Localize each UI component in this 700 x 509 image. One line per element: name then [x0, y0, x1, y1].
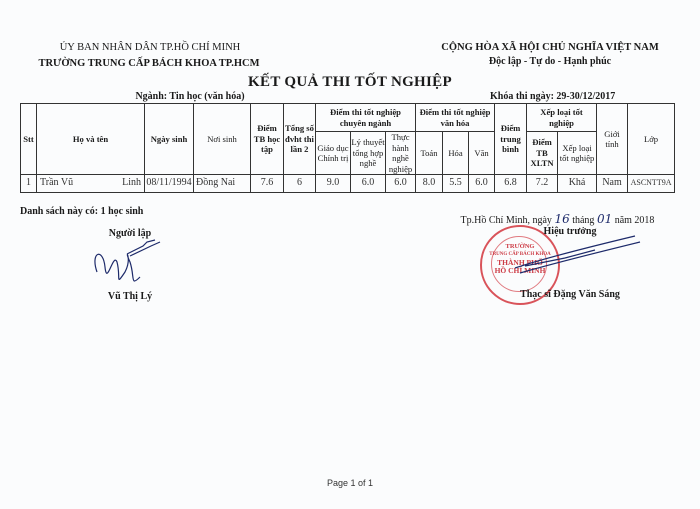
header-stt: Stt [21, 104, 37, 175]
seal-line-4: HỒ CHÍ MINH [494, 266, 546, 275]
student-count-summary: Danh sách này có: 1 học sinh [20, 206, 144, 217]
cell-birth-place: Đồng Nai [194, 175, 251, 193]
cell-stt: 1 [21, 175, 37, 193]
cell-politics: 9.0 [316, 175, 351, 193]
header-birth-date: Ngày sinh [145, 104, 194, 175]
header-retake-credits: Tổng số đvht thi lần 2 [284, 104, 316, 175]
cell-literature: 6.0 [469, 175, 495, 193]
preparer-name: Vũ Thị Lý [107, 291, 153, 302]
page-number: Page 1 of 1 [326, 478, 374, 488]
cell-chemistry: 5.5 [443, 175, 469, 193]
place-prefix: Tp.Hồ Chí Minh, ngày [460, 215, 552, 226]
header-group-specialty: Điểm thi tốt nghiệp chuyên ngành [316, 104, 416, 132]
school-name: TRƯỜNG TRUNG CẤP BÁCH KHOA TP.HCM [38, 58, 260, 69]
header-birth-place: Nơi sinh [194, 104, 251, 175]
header-full-name: Họ và tên [37, 104, 145, 175]
document-title: KẾT QUẢ THI TỐT NGHIỆP [248, 74, 452, 90]
cell-gpa: 7.6 [251, 175, 284, 193]
issuing-authority: ỦY BAN NHÂN DÂN TP.HỒ CHÍ MINH [59, 42, 241, 53]
seal-line-2: TRUNG CẤP BÁCH KHOA [489, 252, 551, 257]
header-group-culture: Điểm thi tốt nghiệp văn hóa [416, 104, 495, 132]
month-label: tháng [572, 215, 595, 226]
header-graduation-score: Điểm TB XLTN [527, 132, 558, 175]
header-gpa: Điểm TB học tập [251, 104, 284, 175]
preparer-role: Người lập [108, 228, 152, 239]
principal-name: Thạc sĩ Đặng Văn Sáng [520, 289, 620, 300]
cell-full-name [37, 175, 145, 193]
national-motto: Độc lập - Tự do - Hạnh phúc [488, 56, 612, 67]
header-class: Lớp [628, 104, 675, 175]
header-group-classification: Xếp loại tốt nghiệp [527, 104, 597, 132]
preparer-signature-icon [85, 232, 165, 292]
header-politics: Giáo dục Chính trị [316, 132, 351, 175]
header-theory: Lý thuyết tổng hợp nghề [351, 132, 386, 175]
cell-retake-credits: 6 [284, 175, 316, 193]
exam-date-label: Khóa thi ngày: 29-30/12/2017 [490, 91, 616, 102]
principal-signature-icon [505, 228, 645, 288]
signing-place-date [440, 212, 675, 226]
cell-graduation-score: 7.2 [527, 175, 558, 193]
table-row [21, 175, 675, 193]
year-label: năm 2018 [614, 215, 655, 226]
principal-role: Hiệu trưởng [543, 226, 597, 237]
header-graduation-rank: Xếp loại tốt nghiệp [558, 132, 597, 175]
cell-gender: Nam [597, 175, 628, 193]
cell-theory: 6.0 [351, 175, 386, 193]
cell-practice: 6.0 [386, 175, 416, 193]
cell-birth-date: 08/11/1994 [145, 175, 194, 193]
month-value: 01 [596, 212, 613, 226]
major-label: Ngành: Tin học (văn hóa) [135, 91, 245, 102]
cell-math: 8.0 [416, 175, 443, 193]
cell-surname: Trần Vũ [40, 177, 74, 189]
cell-graduation-rank: Khá [558, 175, 597, 193]
header-math: Toán [416, 132, 443, 175]
results-table [20, 103, 675, 193]
header-average: Điểm trung bình [495, 104, 527, 175]
cell-given-name: Linh [122, 177, 141, 189]
cell-average: 6.8 [495, 175, 527, 193]
cell-class: ASCNTT9A [628, 175, 675, 193]
header-gender: Giới tính [597, 104, 628, 175]
seal-line-1: TRƯỜNG [505, 243, 535, 250]
seal-line-3: THÀNH PHỐ [497, 258, 543, 267]
header-practice: Thực hành nghề nghiệp [386, 132, 416, 175]
header-literature: Văn [469, 132, 495, 175]
national-title: CỘNG HÒA XÃ HỘI CHỦ NGHĨA VIỆT NAM [441, 42, 659, 53]
day-value: 16 [554, 212, 570, 226]
header-chemistry: Hóa [443, 132, 469, 175]
